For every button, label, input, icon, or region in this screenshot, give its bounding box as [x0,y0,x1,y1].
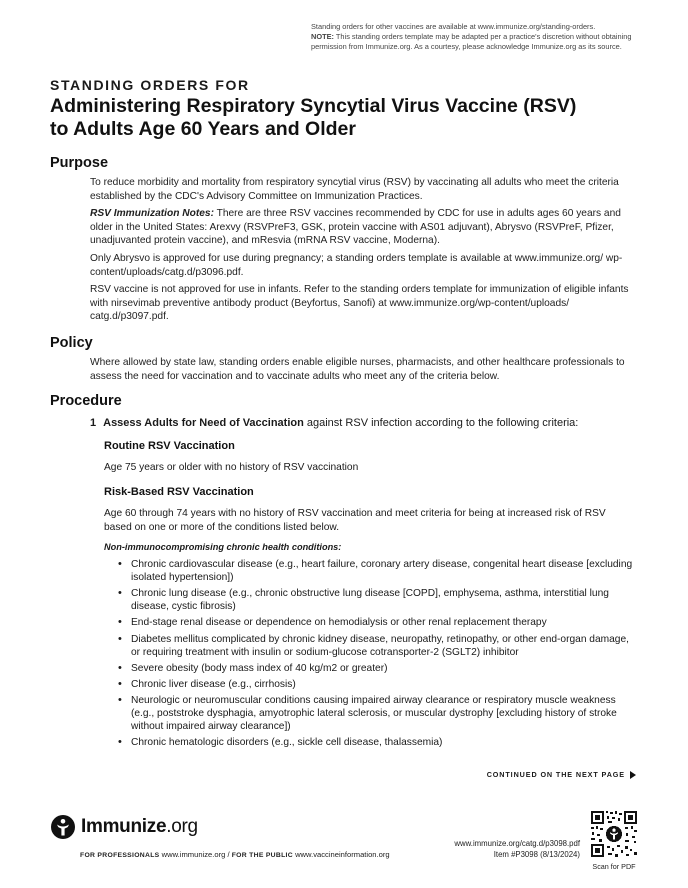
policy-paragraph: Where allowed by state law, standing orders enable eligible nurses, pharmacists, and other healthcare professionals to assess the need for vaccination and to vaccinate adults who meet any of the criteria below. [90,357,625,382]
document-kicker: STANDING ORDERS FOR [50,77,250,93]
qr-code-icon[interactable] [590,810,638,858]
step-number: 1 [90,417,97,429]
purpose-paragraph-1: To reduce morbidity and mortality from respiratory syncytial virus (RSV) by vaccinating all adults who meet the criteria established by the CDC's Advisory Committee on Immunization Practices. [90,177,619,202]
policy-heading: Policy [50,335,93,351]
procedure-heading: Procedure [50,393,122,409]
routine-text: Age 75 years or older with no history of RSV vaccination [104,462,359,473]
top-note [311,22,641,52]
for-public-label: FOR THE PUBLIC [231,852,293,859]
note-text: This standing orders template may be adapted per a practice's discretion without obtaining permission from Immunize.org. As a courtesy, please acknowledge Immunize.org as its source. [311,32,632,51]
purpose-paragraph-4: RSV vaccine is not approved for use in infants. Refer to the standing orders template for immunization of eligible infants with nirsevimab preventive antibody product (Beyfortus, Sanofi) at www.immunize.org/wp-content/uploads/ catg.d/p3097.pdf. [90,284,629,322]
immunize-logo[interactable] [50,814,198,840]
procedure-step-1 [90,416,578,430]
note-label: NOTE: [311,32,334,41]
risk-based-text: Age 60 through 74 years with no history of RSV vaccination and meet criteria for being at increased risk of RSV based on one or more of the conditions listed below. [104,508,606,533]
logo-wordmark [81,816,198,838]
title-line-1: Administering Respiratory Syncytial Virus Vaccine (RSV) [50,95,577,117]
purpose-heading: Purpose [50,155,109,171]
conditions-list [118,558,638,753]
list-item: • Chronic lung disease (e.g., chronic obstructive lung disease [COPD], emphysema, asthma, interstitial lung disease, cystic fibrosis) [118,587,638,613]
purpose-paragraph-3: Only Abrysvo is approved for use during pregnancy; a standing orders template is available at www.immunize.org/ wp-content/uploads/catg.d/p3096.pdf. [90,253,623,278]
logo-suffix: .org [166,816,198,837]
scan-label: Scan for PDF [592,862,636,871]
conditions-list-heading: Non-immunocompromising chronic health conditions: [104,542,342,552]
pdf-link[interactable]: www.immunize.org/catg.d/p3098.pdf [454,839,580,848]
list-item: • Chronic liver disease (e.g., cirrhosis) [118,678,638,691]
list-item: • Chronic hematologic disorders (e.g., sickle cell disease, thalassemia) [118,736,638,749]
list-item: • Chronic cardiovascular disease (e.g., heart failure, coronary artery disease, congenital heart disease [excluding isolated hypertension]) [118,558,638,584]
link-separator: / [227,850,230,859]
top-note-line1: Standing orders for other vaccines are available at www.immunize.org/standing-orders. [311,22,596,31]
document-title [50,95,650,140]
public-link[interactable]: www.vaccineinformation.org [295,850,390,859]
rsv-notes-label: RSV Immunization Notes: [90,208,214,219]
list-item: • Diabetes mellitus complicated by chronic kidney disease, neuropathy, retinopathy, or other end-organ damage, or requiring treatment with insulin or sodium-glucose cotransporter-2 (SGLT2) inhibitor [118,633,638,659]
footer-links [80,850,390,859]
immunize-shield-icon [50,814,76,840]
purpose-paragraph-2 [90,207,642,248]
step-title: Assess Adults for Need of Vaccination [103,417,304,429]
footer-item-info [454,838,580,860]
list-item: • Severe obesity (body mass index of 40 kg/m2 or greater) [118,662,638,675]
continued-text: CONTINUED ON THE NEXT PAGE [486,770,625,779]
list-item: • Neurologic or neuromuscular conditions causing impaired airway clearance or respiratory muscle weakness (e.g., poststroke dysphagia, amyotrophic lateral sclerosis, or muscular dystrophy [excluding history of stroke without impaired airway clearance]) [118,694,638,733]
for-professionals-label: FOR PROFESSIONALS [80,852,160,859]
list-item: • End-stage renal disease or dependence on hemodialysis or other renal replacement therapy [118,616,638,629]
continued-notice [487,770,636,779]
top-note-line2 [311,32,641,52]
title-line-2: to Adults Age 60 Years and Older [50,117,356,140]
play-arrow-icon [630,771,636,779]
item-number: Item #P3098 (8/13/2024) [493,850,580,859]
step-text: against RSV infection according to the following criteria: [303,417,579,429]
rsv-notes-text: There are three RSV vaccines recommended by CDC for use in adults ages 60 years and older in the United States: Arexvy (RSVPreF3, GSK, protein vaccine with AS01 adjuvant), Abrysvo (RSVPreF, Pfizer, unadjuvanted protein vaccine), and mResvia (mRNA RSV vaccine, Moderna). [90,208,621,246]
logo-word: Immunize [81,816,167,837]
professionals-link[interactable]: www.immunize.org [161,850,226,859]
routine-heading: Routine RSV Vaccination [104,440,235,452]
risk-based-heading: Risk-Based RSV Vaccination [104,486,254,498]
